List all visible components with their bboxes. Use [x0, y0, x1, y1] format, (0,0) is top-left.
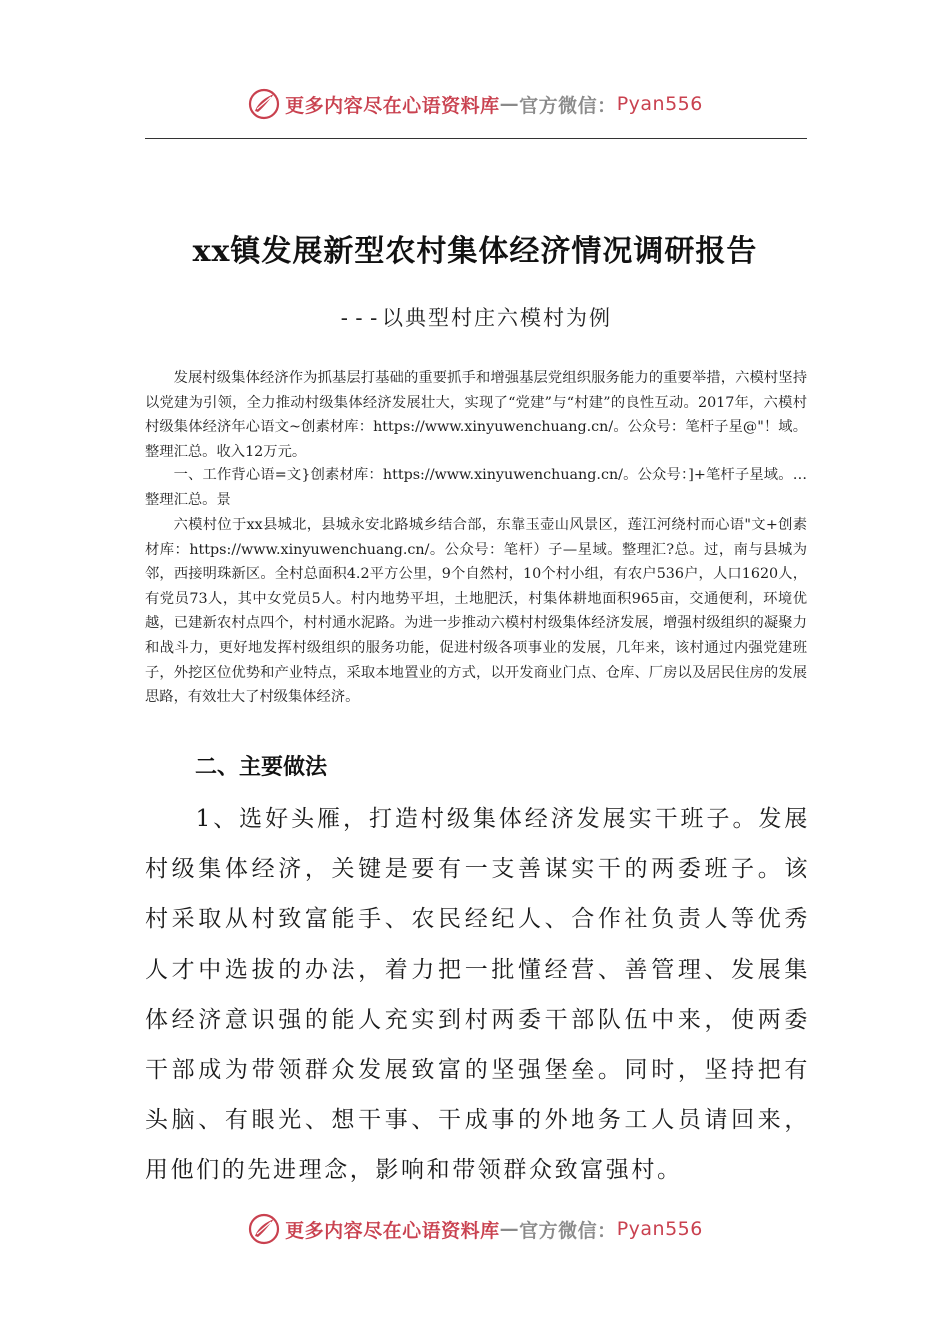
background-heading-paragraph: [145, 463, 807, 512]
quill-swirl-icon: [247, 87, 281, 121]
paragraph-text: 1、选好头雁，打造村级集体经济发展实干班子。发展村级集体经济，关键是要有一支善谋实干的两委班子。该村采取从村致富能手、农民经纪人、合作社负责人等优秀人才中选拔的办法，着力把一批懂经营、善管理、发展集体经济意识强的能人充实到村两委干部队伍中来，使两委干部成为带领群众发展致富的坚强堡垒。同时，坚持把有头脑、有眼光、想干事、干成事的外地务工人员请回来，用他们的先进理念，影响和带领群众致富强村。: [145, 806, 810, 1184]
header-divider: [145, 138, 807, 139]
watermark-dash: —: [499, 93, 520, 115]
footer-watermark: [0, 1209, 950, 1249]
watermark-site-text: 更多内容尽在心语资料库: [285, 1219, 500, 1242]
watermark-wechat-id: Pyan556: [616, 93, 703, 115]
header-watermark: [0, 84, 950, 124]
background-paragraph: [145, 513, 807, 710]
watermark-label: 官方微信：: [519, 1219, 617, 1242]
quill-swirl-icon: [247, 1212, 281, 1246]
intro-paragraph: [145, 366, 807, 464]
watermark-site-text: 更多内容尽在心语资料库: [285, 94, 500, 117]
document-title: xx镇发展新型农村集体经济情况调研报告: [192, 234, 758, 269]
section-heading: 二、主要做法: [195, 755, 328, 780]
paragraph-text: 六模村位于xx县城北，县城永安北路城乡结合部，东靠玉壶山风景区，莲江河绕村而心语"文+创素材库：https://www.xinyuwenchuang.cn/。公众号：笔杆）子—星域。整理汇?总。过，南与县城为邻，西接明珠新区。全村总面积4.2平方公里，9个自然村，10个村小组，有农户536户，人口1620人，有党员73人，其中女党员5人。村内地势平坦，土地肥沃，村集体耕地面积965亩，交通便利，环境优越，已建新农村点四个，村村通水泥路。为进一步推动六模村村级集体经济发展，增强村级组织的凝聚力和战斗力，更好地发挥村级组织的服务功能，促进村级各项事业的发展，几年来，该村通过内强党建班子，外挖区位优势和产业特点，采取本地置业的方式，以开发商业门点、仓库、厂房以及居民住房的发展思路，有效壮大了村级集体经济。: [145, 517, 807, 706]
watermark-dash: —: [499, 1218, 520, 1240]
document-subtitle: ---以典型村庄六模村为例: [338, 306, 612, 330]
paragraph-text: 一、工作背心语=文}创素材库：https://www.xinyuwenchuang.cn/。公众号：]+笔杆子星域。…整理汇总。景: [145, 467, 807, 508]
paragraph-text: 发展村级集体经济作为抓基层打基础的重要抓手和增强基层党组织服务能力的重要举措，六模村坚持以党建为引领，全力推动村级集体经济发展壮大，实现了“党建”与“村建”的良性互动。2017年，六模村村级集体经济年心语文~创素材库：https://www.xinyuwenchuang.cn/。公众号：笔杆子星@"！域。整理汇总。收入12万元。: [145, 370, 807, 460]
watermark-label: 官方微信：: [519, 94, 617, 117]
watermark-wechat-id: Pyan556: [616, 1218, 703, 1240]
method-paragraph: [145, 794, 810, 1196]
